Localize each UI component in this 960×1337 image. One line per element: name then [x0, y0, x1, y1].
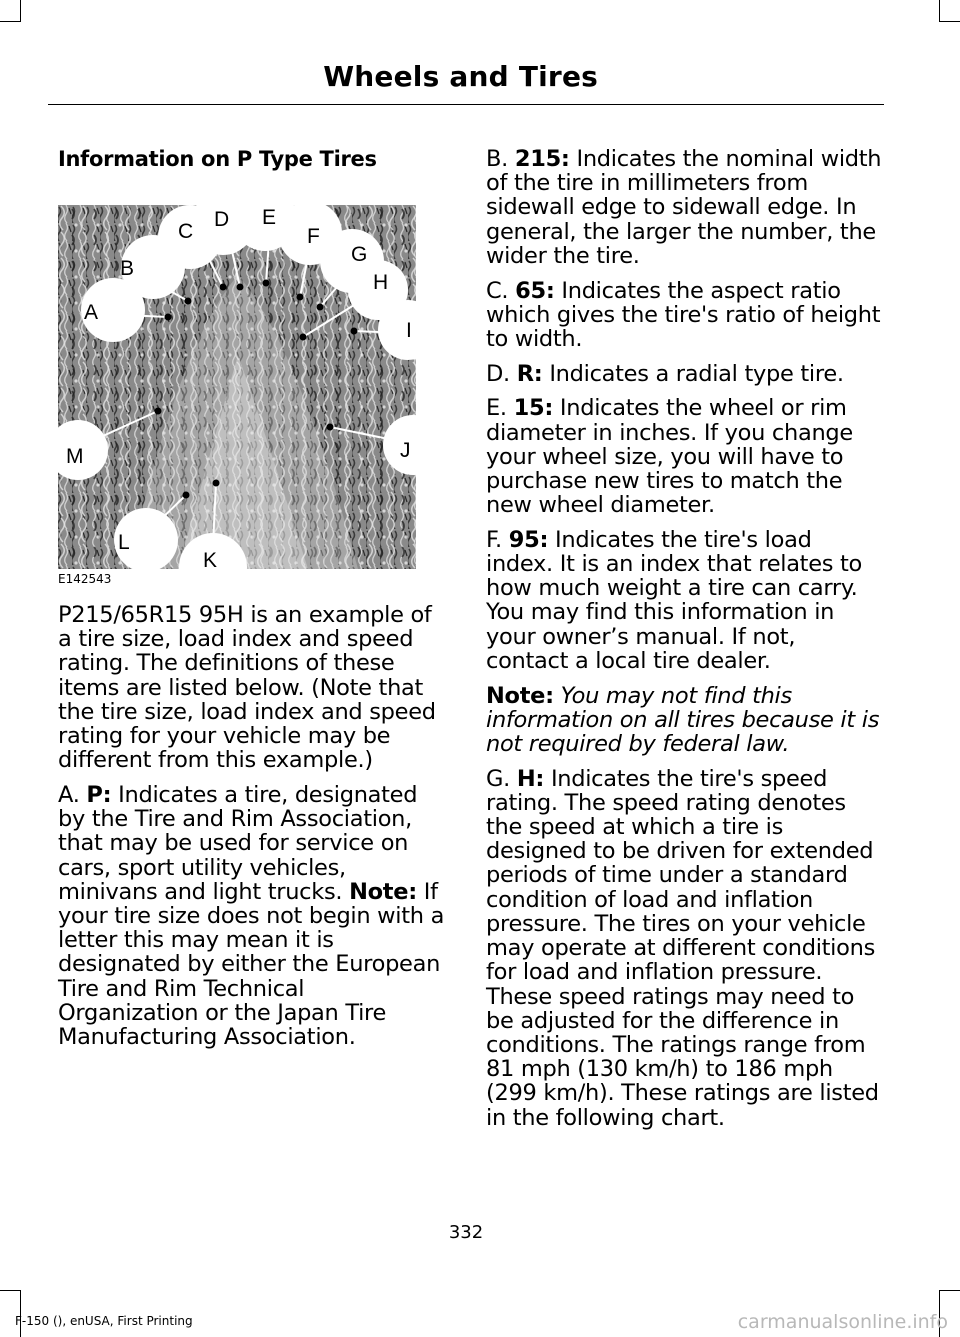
definition-d-text: Indicates a radial type tire.: [549, 360, 844, 387]
definition-f-prefix: F.: [486, 526, 502, 553]
footer-edition: F-150 (), enUSA, First Printing: [15, 1314, 193, 1328]
watermark: carmanualsonline.info: [737, 1311, 948, 1333]
figure-label-i: I: [406, 319, 412, 342]
definition-f: [486, 528, 882, 673]
definition-f-code: 95:: [508, 526, 549, 553]
figure-label-l: L: [118, 531, 130, 554]
definition-e: [486, 396, 882, 517]
crop-mark: [0, 1290, 21, 1291]
figure-label-j: J: [400, 439, 411, 462]
definition-b-text: Indicates the nominal width of the tire in millimeters from sidewall edge to sidewall edge. In general, the larger the number, the wider the tire.: [486, 146, 882, 269]
figure-label-b: B: [120, 257, 135, 280]
figure-label-k: K: [203, 549, 218, 569]
figure-label-c: C: [178, 220, 194, 243]
intro-paragraph: P215/65R15 95H is an example of a tire size, load index and speed rating. The definitions of these items are listed below. (Note that the tire size, load index and speed rating for your vehicle may be different from this example.): [58, 602, 436, 774]
definition-a: [58, 783, 450, 1049]
definition-b-code: 215:: [514, 146, 570, 172]
crop-mark: [939, 0, 940, 22]
definition-c-text: Indicates the aspect ratio which gives the tire's ratio of height to width.: [486, 277, 881, 352]
figure-label-f: F: [307, 225, 320, 248]
section-heading: Information on P Type Tires: [58, 147, 377, 171]
definition-b: [486, 147, 882, 268]
definition-e-text: Indicates the wheel or rim diameter in inches. If you change your wheel size, you will have to purchase new tires to match the new wheel diameter.: [486, 395, 853, 519]
definition-g-code: H:: [516, 765, 545, 792]
left-column-heading-block: [58, 147, 450, 171]
header-divider: [48, 104, 884, 105]
definition-e-code: 15:: [513, 395, 554, 422]
definition-c-code: 65:: [515, 277, 555, 304]
crop-mark: [939, 1290, 960, 1291]
page-number: 332: [448, 1222, 484, 1243]
definition-a-note-label: Note:: [349, 878, 417, 905]
definition-c-prefix: C.: [486, 277, 509, 304]
figure-label-d: D: [214, 208, 230, 231]
figure-label-h: H: [373, 271, 389, 294]
definition-e-prefix: E.: [486, 395, 507, 422]
note-paragraph: [486, 684, 882, 757]
crop-mark: [939, 21, 960, 22]
definition-c: [486, 279, 882, 352]
definition-a-note-text: If your tire size does not begin with a letter this may mean it is designated by either the European Tire and Rim Technical Organization or the Japan Tire Manufacturing Association.: [58, 878, 445, 1050]
definition-d-prefix: D.: [486, 360, 510, 387]
definition-d-code: R:: [516, 360, 543, 387]
figure-id: E142543: [58, 572, 112, 586]
figure-label-g: G: [351, 243, 368, 266]
definition-a-prefix: A.: [58, 781, 80, 808]
definition-b-prefix: B.: [486, 146, 508, 172]
figure-label-a: A: [84, 301, 99, 324]
definition-a-code: P:: [86, 781, 112, 808]
tire-illustration: [58, 205, 416, 569]
page-header-title: Wheels and Tires: [323, 60, 598, 93]
definition-f-text: Indicates the tire's load index. It is an index that relates to how much weight a tire can carry. You may find this information in your owner’s manual. If not, contact a local tire dealer.: [486, 526, 863, 674]
definition-g: [486, 767, 882, 1130]
right-column: [486, 147, 882, 1140]
figure-label-m: M: [66, 445, 84, 468]
definition-g-prefix: G.: [486, 765, 510, 792]
left-column-body: [58, 603, 450, 1060]
crop-mark: [0, 21, 21, 22]
definition-g-text: Indicates the tire's speed rating. The speed rating denotes the speed at which a tire is designed to be driven for extended periods of time under a standard condition of load and inflation pressure. The tires on your vehicle may operate at different conditions for load and inflation pressure. These speed ratings may need to be adjusted for the difference in conditions. The ratings range from 81 mph (130 km/h) to 186 mph (299 km/h). These ratings are listed in the following chart.: [486, 765, 879, 1131]
tire-sidewall-figure: [58, 205, 416, 569]
note-text: You may not find this information on all tires because it is not required by federal law.: [486, 682, 880, 757]
note-label: Note:: [486, 682, 554, 709]
definition-d: [486, 362, 882, 386]
crop-mark: [20, 0, 21, 22]
definition-a-text: Indicates a tire, designated by the Tire and Rim Association, that may be used for service on cars, sport utility vehicles, minivans and light trucks.: [58, 781, 418, 905]
figure-label-e: E: [262, 206, 277, 229]
